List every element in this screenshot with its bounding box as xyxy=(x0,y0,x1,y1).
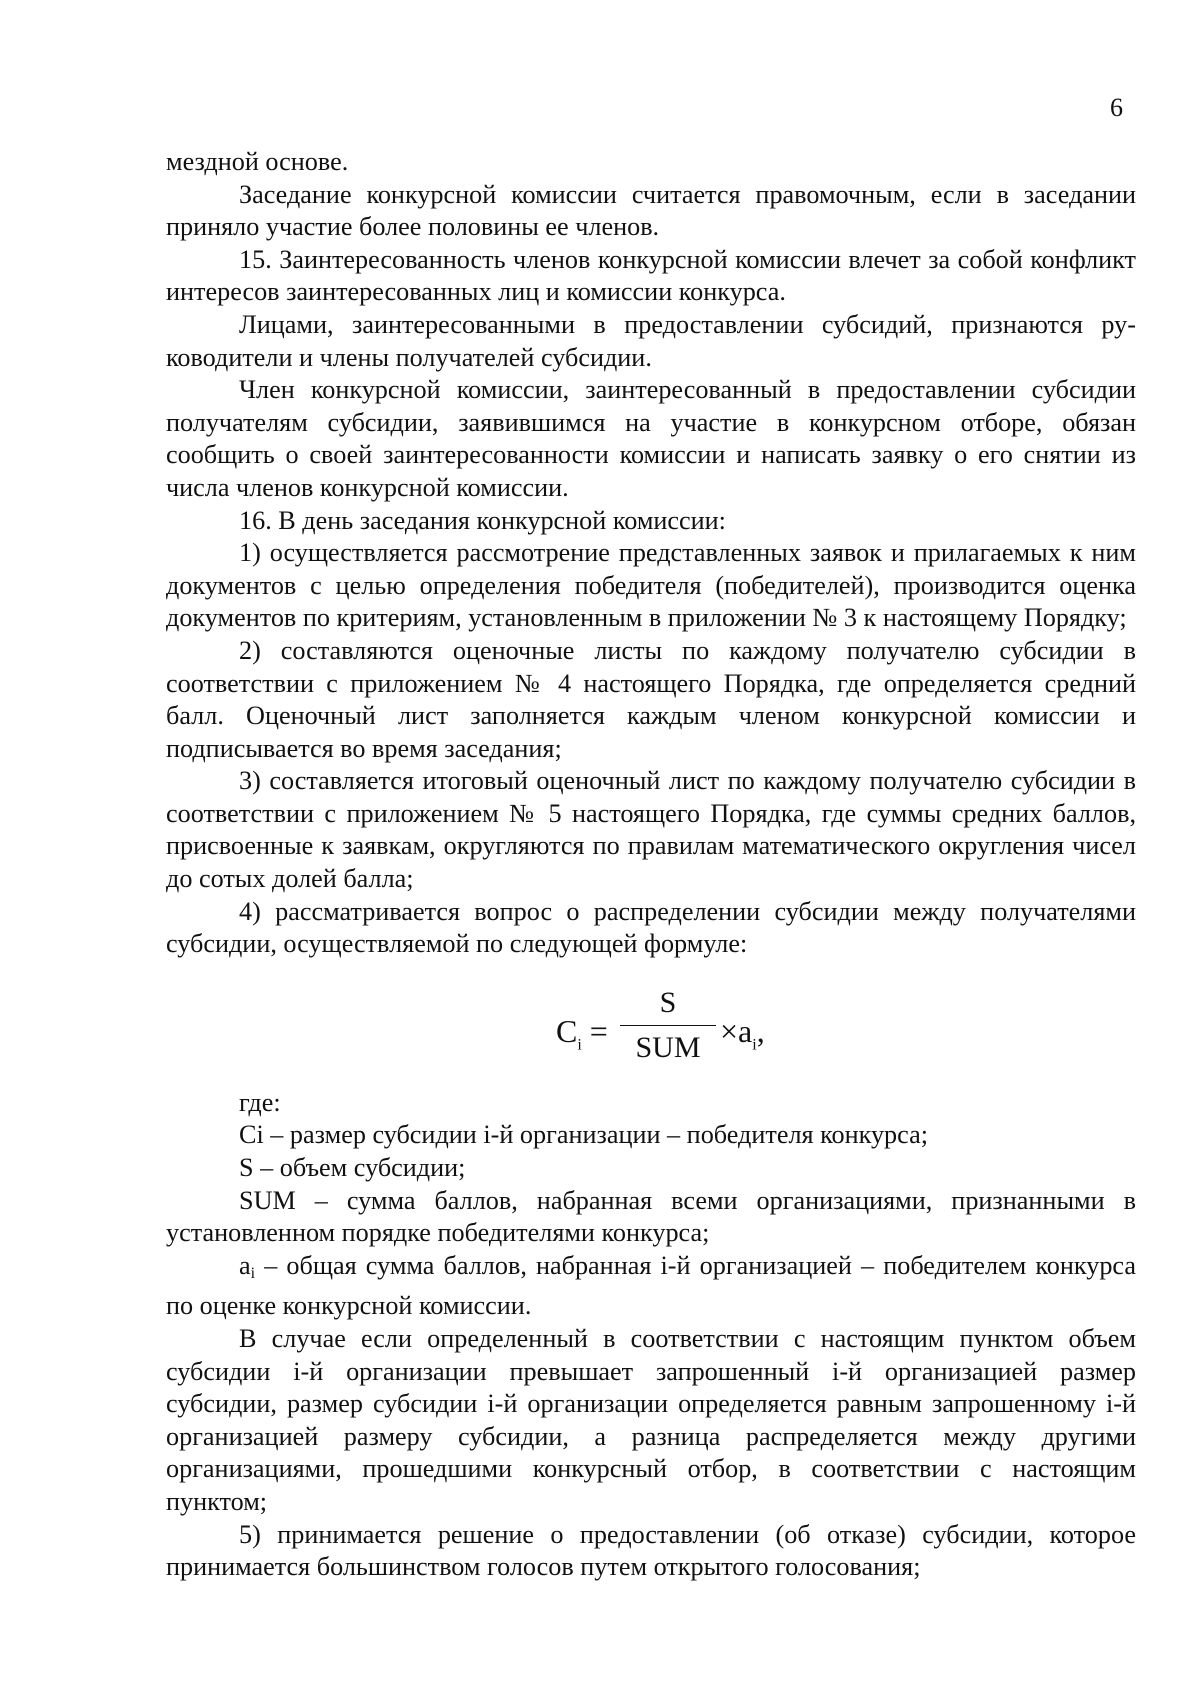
formula-rhs: $\times a_i$, xyxy=(720,1012,765,1054)
definition-s: S – объем субсидии; xyxy=(239,1153,466,1183)
paragraph-excess-case: В случае если определенный в соответствии с настоящим пунктом объем субсидии i-й организации превышает запрошенный i-й организацией размер субсидии, размер субсидии i-й организации определяется равным запрошенному i-й организацией размеру субсидии, а разница распределяется между другими организациями, прошедшими конкурсный отбор, в соответствии с настоящим пунктом; xyxy=(166,1324,1136,1516)
paragraph-subitem-2: 2) составляются оценочные листы по каждому получателю субсидии в соответствии с приложением № 4 настоящего Порядка, где определяется средний балл. Оценочный лист заполняется каждым членом конкурсной комиссии и подписывается во время заседания; xyxy=(166,635,1136,763)
paragraph-interested-persons: Лицами, заинтересованными в предоставлении субсидий, признаются руководители и члены получателей субсидии. xyxy=(166,309,1136,372)
definition-ci: Ci – размер субсидии i-й организации – победителя конкурса; xyxy=(239,1120,928,1150)
definition-ai: ai – общая сумма баллов, набранная i-й организацией – победителем конкурса по оценке конкурсной комиссии. xyxy=(166,1250,1136,1321)
paragraph-subitem-4: 4) рассматривается вопрос о распределении субсидии между получателями субсидии, осуществляемой по следующей формуле: xyxy=(166,896,1136,959)
paragraph-continuation: мездной основе. xyxy=(166,147,349,176)
paragraph-subitem-5: 5) принимается решение о предоставлении (об отказе) субсидии, которое принимается большинством голосов путем открытого голосования; xyxy=(166,1519,1136,1582)
subsidy-formula xyxy=(166,979,1136,1083)
formula-fraction xyxy=(620,983,716,1068)
paragraph-item-16: 16. В день заседания конкурсной комиссии: xyxy=(239,505,726,535)
paragraph-item-15: 15. Заинтересованность членов конкурсной комиссии влечет за собой конфликт интересов заинтересованных лиц и комиссии конкурса. xyxy=(166,244,1136,307)
page-number: 6 xyxy=(1110,93,1123,122)
paragraph-quorum: Заседание конкурсной комиссии считается правомочным, если в заседании приняло участие более половины ее членов. xyxy=(166,179,1136,242)
document-body xyxy=(166,146,1136,1584)
definition-sum: SUM – сумма баллов, набранная всеми организациями, признанными в установленном порядке победителями конкурса; xyxy=(166,1185,1136,1248)
formula-denominator: SUM xyxy=(635,1030,701,1064)
paragraph-subitem-3: 3) составляется итоговый оценочный лист по каждому получателю субсидии в соответствии с приложением № 5 настоящего Порядка, где суммы средних баллов, присвоенные к заявкам, округляются по правилам математического округления чисел до сотых долей балла; xyxy=(166,766,1136,894)
paragraph-member-duty: Член конкурсной комиссии, заинтересованный в предоставлении субсидии получателям субсидии, заявившимся на участие в конкурсном отборе, обязан сообщить о своей заинтересованности комиссии и написать заявку о его снятии из числа членов конкурсной комиссии. xyxy=(166,375,1136,502)
paragraph-subitem-1: 1) осуществляется рассмотрение представленных заявок и прилагаемых к ним документов с целью определения победителя (победителей), производится оценка документов по критериям, установленным в приложении № 3 к настоящему Порядку; xyxy=(166,538,1136,633)
paragraph-where: где: xyxy=(239,1087,281,1117)
formula-numerator: S xyxy=(620,983,716,1026)
formula-lhs: $C_i$ = xyxy=(556,1012,608,1054)
